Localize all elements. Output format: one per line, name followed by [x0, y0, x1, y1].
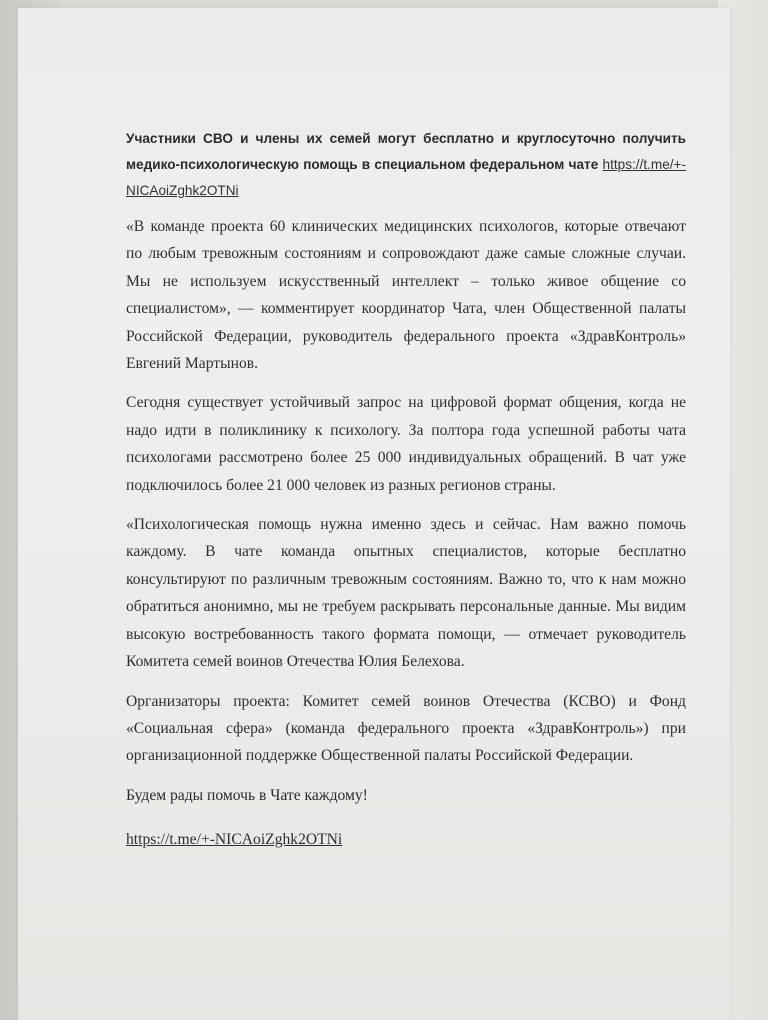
- intro-text: Участники СВО и члены их семей могут бесплатно и круглосуточно получить медико-психологическую помощь в специальном федеральном чате: [126, 131, 686, 172]
- paragraph-quote-martynov: «В команде проекта 60 клинических медицинских психологов, которые отвечают по любым тревожным состояниям и сопровождают даже самые сложные случаи. Мы не используем искусственный интеллект – только живое общение со специалистом», — комментирует координатор Чата, член Общественной палаты Российской Федерации, руководитель федерального проекта «ЗдравКонтроль» Евгений Мартынов.: [126, 218, 686, 373]
- document-content: [126, 126, 686, 853]
- paragraph-statistics: Сегодня существует устойчивый запрос на цифровой формат общения, когда не надо идти в поликлинику к психологу. За полтора года успешной работы чата психологами рассмотрено более 25 000 индивидуальных обращений. В чат уже подключилось более 21 000 человек из разных регионов страны.: [126, 394, 686, 494]
- paragraph-quote-belekhova: «Психологическая помощь нужна именно здесь и сейчас. Нам важно помочь каждому. В чате команда опытных специалистов, которые бесплатно консультируют по различным тревожным состояниям. Важно то, что к нам можно обратиться анонимно, мы не требуем раскрывать персональные данные. Мы видим высокую востребованность такого формата помощи, — отмечает руководитель Комитета семей воинов Отечества Юлия Белехова.: [126, 516, 686, 671]
- paragraph-organizers: Организаторы проекта: Комитет семей воинов Отечества (КСВО) и Фонд «Социальная сфера» (команда федерального проекта «ЗдравКонтроль») при организационной поддержке Общественной палаты Российской Федерации.: [126, 692, 686, 765]
- footer-link[interactable]: https://t.me/+-NICAoiZghk2OTNi: [126, 830, 343, 848]
- intro-paragraph: [126, 126, 686, 204]
- intro-link[interactable]: https://t.me/+-NICAoiZghk2OTNi: [126, 157, 686, 198]
- closing-line: Будем рады помочь в Чате каждому!: [126, 786, 368, 804]
